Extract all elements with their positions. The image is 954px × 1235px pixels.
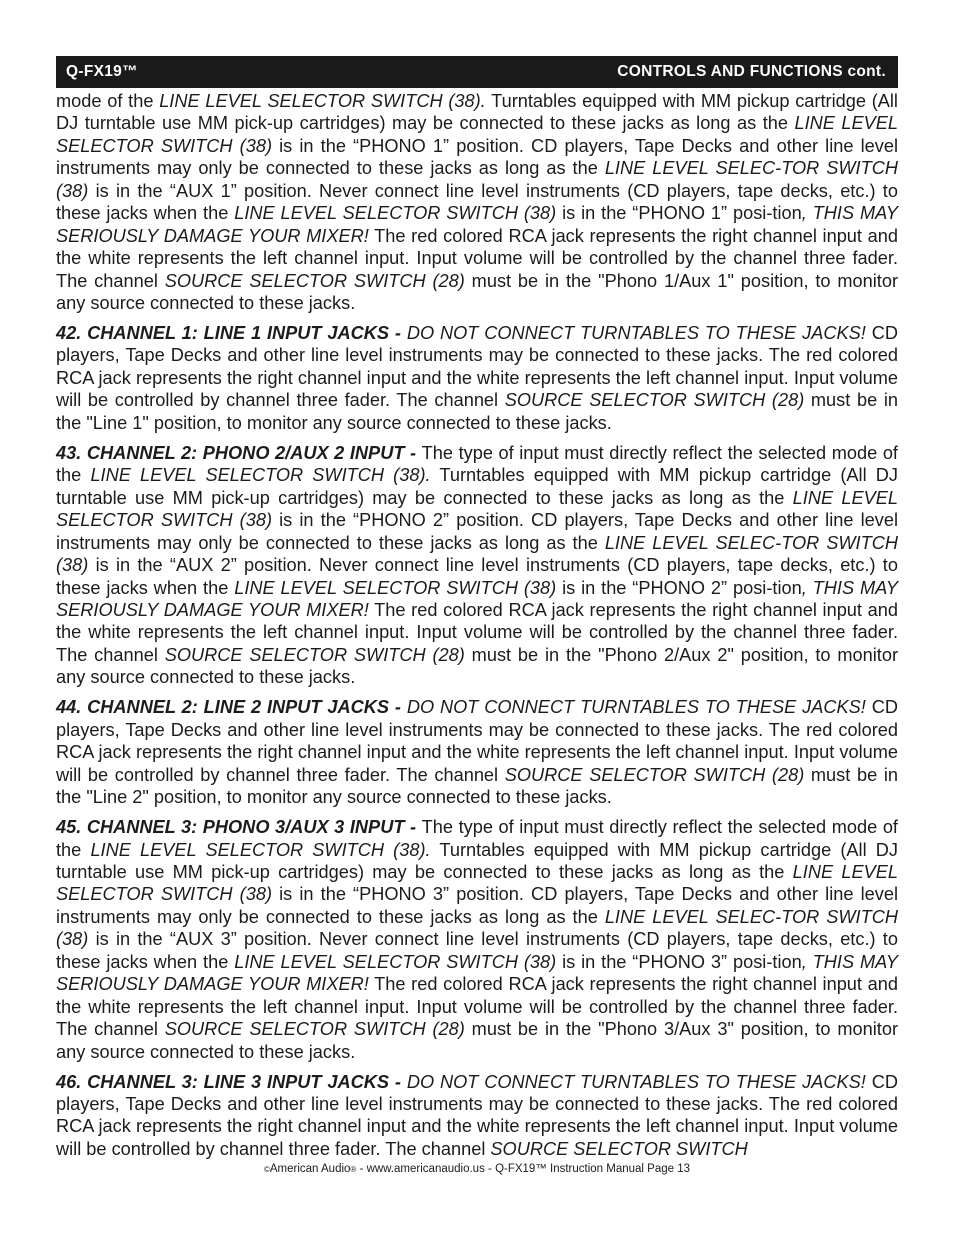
item-heading: 46. CHANNEL 3: LINE 3 INPUT JACKS -	[56, 1071, 407, 1092]
body-text: Input volume will be controlled by channel three fader. The channel	[56, 742, 898, 785]
emphasis-text: LINE LEVEL SELECTOR SWITCH (38).	[90, 465, 431, 486]
body-text: is in the “PHONO 2” posi-	[556, 577, 773, 598]
body-text: colored RCA jack represents the right channel input and the white represents the left channel input.	[56, 345, 898, 388]
body-text: Turntables equipped with MM pickup cartridge	[430, 465, 832, 486]
emphasis-text: LINE LEVEL SELECTOR SWITCH (38).	[90, 839, 431, 860]
body-text: tion	[772, 203, 802, 224]
emphasis-text: LINE LEVEL SELECTOR SWITCH (38)	[234, 203, 557, 224]
body-text: must be in the "Line 2" position, to monitor any source connected to these jacks.	[56, 764, 898, 808]
paragraph-42	[56, 322, 898, 434]
body-text: decks, etc.) to these jacks when the	[56, 929, 898, 972]
emphasis-text: LEVEL SELECTOR SWITCH (38)	[56, 487, 898, 531]
body-text: must be in the "Phono 2/Aux	[464, 644, 711, 665]
body-text: (All DJ turntable use MM pick-up cartridges) may be connected to these jacks as long as the	[56, 91, 898, 134]
body-text: is in the “PHONO 2” position. CD players, Tape Decks and other	[272, 510, 819, 531]
body-text: colored RCA jack represents the right channel input and the white represents the left channel input.	[56, 719, 898, 763]
body-text: 3" position, to monitor any source connected to these jacks.	[56, 1019, 898, 1062]
registered-symbol: ®	[350, 1165, 357, 1174]
body-text: The red colored RCA jack represents the right	[368, 225, 748, 246]
paragraph-46	[56, 1071, 898, 1161]
body-text: channel input and the white represents the left channel input. Input volume will be controlled by the	[56, 974, 898, 1017]
body-text: tion	[772, 951, 802, 972]
footer-manual-page: Q-FX19™ Instruction Manual Page 13	[495, 1163, 691, 1175]
body-text: must be in the "Phono 3/Aux	[464, 1019, 711, 1040]
body-text: CD players, Tape Decks and other line level instruments may be connected to these jacks. The red	[56, 323, 898, 366]
body-text: line level instruments may only be connected to these jacks as long as the	[56, 135, 898, 179]
emphasis-text: SOURCE SELECTOR SWITCH (28)	[164, 644, 465, 665]
emphasis-text: LINE LEVEL SELEC-	[604, 158, 782, 179]
emphasis-text: (28)	[771, 390, 805, 411]
emphasis-text: LINE	[792, 861, 834, 882]
paragraph-43	[56, 442, 898, 689]
item-heading: 44. CHANNEL 2: LINE 2 INPUT JACKS -	[56, 697, 407, 718]
footer-separator: -	[356, 1163, 367, 1175]
emphasis-text: LEVEL SELECTOR SWITCH (38)	[56, 861, 898, 905]
body-text: is in the “AUX 2” position. Never connect line level instruments (CD players, tape	[88, 555, 774, 576]
body-text: channel three fader. The channel	[56, 996, 898, 1040]
body-text: decks, etc.) to these jacks when the	[56, 555, 898, 598]
emphasis-text: TOR SWITCH (38)	[56, 906, 898, 950]
copyright-symbol: ©	[263, 1165, 270, 1174]
body-text: channel input and the white represents the left channel input. Input volume will be controlled by the	[56, 599, 898, 643]
footer-brand: American Audio	[269, 1163, 351, 1175]
body-text: is in the “PHONO 1” position. CD players, Tape Decks and other	[272, 135, 819, 156]
emphasis-text: DO NOT CONNECT TURNTABLES TO THESE JACKS!	[406, 323, 866, 344]
emphasis-text: SOURCE SELECTOR SWITCH (28)	[164, 270, 465, 291]
item-heading: 42. CHANNEL 1: LINE 1 INPUT JACKS -	[56, 323, 407, 344]
emphasis-text: DO NOT CONNECT TURNTABLES TO THESE JACKS!	[406, 697, 866, 718]
footer-url: www.americanaudio.us	[366, 1163, 485, 1175]
body-text: is in the “PHONO 3” position. CD players, Tape Decks and other	[272, 884, 819, 905]
emphasis-text: (28)	[771, 764, 805, 785]
body-text: line level instruments may only be connected to these jacks as long as the	[56, 510, 898, 553]
body-text: channel three fader. The channel	[56, 622, 898, 665]
body-text: is in the “AUX 3” position. Never connect line level instruments (CD players, tape	[88, 929, 774, 950]
emphasis-text: LINE	[794, 113, 835, 134]
body-text: (All DJ turntable use MM pick-up cartridges) may be connected to these jacks as long as the	[56, 465, 898, 508]
body-text: is in the “PHONO 3” posi-	[556, 951, 773, 972]
body-text: mode of the	[56, 817, 898, 860]
body-text: Turntables equipped with MM pickup cartridge	[430, 839, 832, 860]
body-text: 2" position, to monitor any source connected to these jacks.	[56, 644, 898, 688]
paragraph-44	[56, 696, 898, 808]
footer-separator: -	[484, 1163, 496, 1175]
header-bar	[56, 56, 898, 88]
body-text: mode of the	[56, 91, 160, 111]
body-text: mode of the	[56, 442, 898, 486]
emphasis-text: , THIS MAY SERIOUSLY DAMAGE YOUR MIXER!	[56, 203, 899, 246]
emphasis-text: LINE LEVEL SELEC-	[604, 532, 782, 553]
body-text: CD players, Tape Decks and other line level instruments may be connected to these jacks. The red	[56, 697, 898, 740]
emphasis-text: LINE LEVEL SELECTOR SWITCH (38)	[234, 577, 557, 598]
emphasis-text: TOR SWITCH (38)	[56, 532, 898, 576]
emphasis-text: LEVEL SELECTOR SWITCH (38)	[56, 113, 898, 156]
body-text: decks, etc.) to these jacks when the	[56, 180, 898, 224]
emphasis-text: LINE LEVEL SELECTOR SWITCH (38)	[234, 951, 557, 972]
body-text: Input volume will be controlled by channel three fader. The channel	[56, 367, 898, 411]
body-text: channel three fader. The channel	[56, 248, 898, 291]
paragraph-45	[56, 816, 898, 1063]
manual-body	[56, 90, 898, 1168]
body-text: The red colored RCA jack represents the right	[368, 974, 748, 995]
body-text: Turntables equipped with MM pickup cartridge	[485, 91, 866, 111]
body-text: The type of input must directly reflect the selected	[421, 442, 827, 463]
body-text: CD players, Tape Decks and other line level instruments may be connected to these jacks. The red	[56, 1071, 898, 1114]
emphasis-text: , THIS MAY SERIOUSLY DAMAGE YOUR MIXER!	[56, 951, 899, 995]
header-model: Q-FX19™	[66, 63, 138, 80]
body-text: (All DJ turntable use MM pick-up cartridges) may be connected to these jacks as long as the	[56, 839, 898, 882]
body-text: tion	[772, 577, 802, 598]
emphasis-text: DO NOT CONNECT TURNTABLES TO THESE JACKS!	[406, 1071, 866, 1092]
emphasis-text: , THIS MAY SERIOUSLY DAMAGE YOUR MIXER!	[56, 577, 899, 620]
body-text: must be in the "Phono 1/Aux	[464, 270, 711, 291]
body-text: The red colored RCA jack represents the right	[368, 599, 748, 620]
emphasis-text: SOURCE SELECTOR SWITCH (28)	[164, 1019, 465, 1040]
paragraph-continued	[56, 90, 898, 315]
body-text: Input volume will be controlled by channel three fader. The channel	[56, 1116, 898, 1159]
body-text: is in the “PHONO 1” posi-	[556, 203, 773, 224]
header-section-title: CONTROLS AND FUNCTIONS cont.	[617, 63, 886, 80]
body-text: The type of input must directly reflect the selected	[421, 817, 827, 838]
emphasis-text: SOURCE SELECTOR SWITCH	[490, 1138, 748, 1159]
emphasis-text: LINE	[792, 487, 834, 508]
emphasis-text: SOURCE SELECTOR SWITCH	[504, 390, 766, 411]
item-heading: 45. CHANNEL 3: PHONO 3/AUX 3 INPUT -	[56, 817, 422, 838]
page-footer	[0, 1163, 954, 1175]
body-text: colored RCA jack represents the right channel input and the white represents the left channel input.	[56, 1093, 898, 1137]
body-text: is in the “AUX 1” position. Never connect line level instruments (CD players, tape	[88, 180, 774, 201]
item-heading: 43. CHANNEL 2: PHONO 2/AUX 2 INPUT -	[56, 442, 422, 463]
emphasis-text: LINE LEVEL SELEC-	[604, 906, 782, 927]
body-text: must be in the "Line 1" position, to monitor any source connected to these jacks.	[56, 390, 898, 433]
emphasis-text: TOR SWITCH (38)	[56, 158, 898, 201]
emphasis-text: SOURCE SELECTOR SWITCH	[504, 764, 766, 785]
emphasis-text: LINE LEVEL SELECTOR SWITCH (38).	[159, 91, 486, 111]
body-text: 1" position, to monitor any source connected to these jacks.	[56, 270, 898, 314]
body-text: line level instruments may only be connected to these jacks as long as the	[56, 884, 898, 927]
body-text: channel input and the white represents the left channel input. Input volume will be controlled by the	[56, 225, 898, 269]
